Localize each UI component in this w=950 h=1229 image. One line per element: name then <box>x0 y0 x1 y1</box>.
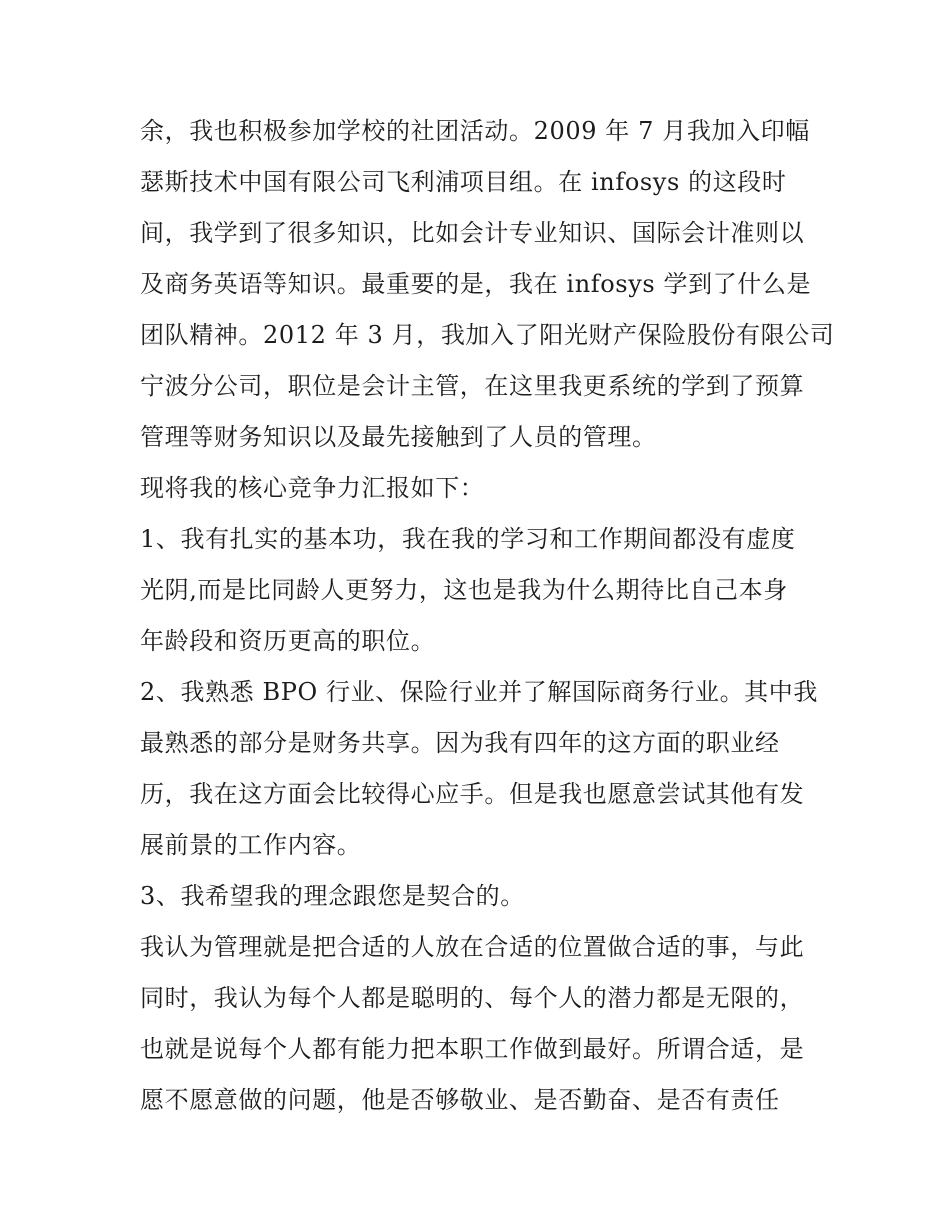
list-item-2: 2、我熟悉 BPO 行业、保险行业并了解国际商务行业。其中我 <box>140 678 818 706</box>
text-line: 间，我学到了很多知识，比如会计专业知识、国际会计准则以 <box>140 219 805 247</box>
document-body <box>140 106 835 1126</box>
text-line: 团队精神。2012 年 3 月，我加入了阳光财产保险股份有限公司 <box>140 321 835 349</box>
text-line: 我认为管理就是把合适的人放在合适的位置做合适的事，与此 <box>140 933 805 961</box>
text-line: 光阴,而是比同龄人更努力，这也是我为什么期待比自己本身 <box>140 576 788 604</box>
section-intro: 现将我的核心竞争力汇报如下： <box>140 474 485 502</box>
text-line: 同时，我认为每个人都是聪明的、每个人的潜力都是无限的， <box>140 984 805 1012</box>
text-line: 也就是说每个人都有能力把本职工作做到最好。所谓合适，是 <box>140 1035 805 1063</box>
text-line: 最熟悉的部分是财务共享。因为我有四年的这方面的职业经 <box>140 729 780 757</box>
text-line: 管理等财务知识以及最先接触到了人员的管理。 <box>140 423 657 451</box>
text-line: 年龄段和资历更高的职位。 <box>140 627 436 655</box>
text-line: 瑟斯技术中国有限公司飞利浦项目组。在 infosys 的这段时 <box>140 168 787 196</box>
text-line: 愿不愿意做的问题，他是否够敬业、是否勤奋、是否有责任 <box>140 1086 780 1114</box>
text-line: 余，我也积极参加学校的社团活动。2009 年 7 月我加入印幅 <box>140 117 810 145</box>
text-line: 及商务英语等知识。最重要的是，我在 infosys 学到了什么是 <box>140 270 812 298</box>
list-item-1: 1、我有扎实的基本功，我在我的学习和工作期间都没有虚度 <box>140 525 796 553</box>
text-line: 展前景的工作内容。 <box>140 831 362 859</box>
list-item-3: 3、我希望我的理念跟您是契合的。 <box>140 882 525 910</box>
text-line: 宁波分公司，职位是会计主管，在这里我更系统的学到了预算 <box>140 372 805 400</box>
text-line: 历，我在这方面会比较得心应手。但是我也愿意尝试其他有发 <box>140 780 805 808</box>
